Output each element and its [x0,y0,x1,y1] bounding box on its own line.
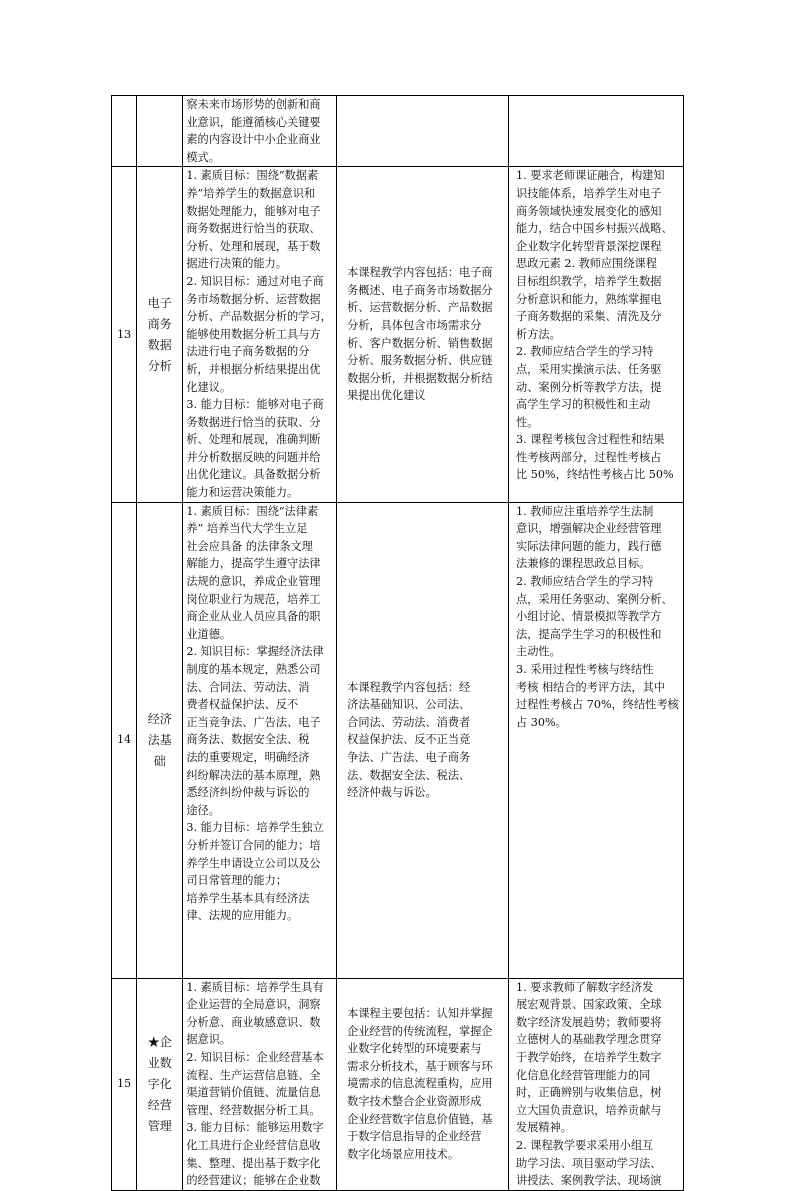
course-content-line: 权益保护法、反不正当竞 [347,733,471,747]
course-goals-line: 岗位职业行为规范，培养工 [186,592,321,606]
course-goals-line: 培养学生基本具有经济法 [186,891,310,905]
table-row [112,978,684,1190]
course-goals-line: 管理、经营数据分析工具。 [186,1103,321,1117]
teaching-requirements-line: 动、案例分析等教学方法，提 [516,380,662,394]
course-content-line: 于数字信息指导的企业经营 [347,1130,482,1144]
course-goals-line: 素的内容设计中小企业商业 [186,133,321,147]
course-goals-line: 纠纷解决法的基本原理，熟 [186,768,321,782]
course-name-line: 商务 [147,316,172,331]
course-goals-line: 渠道营销价值链、流量信息 [186,1086,321,1100]
course-goals-line: 3. 能力目标：培养学生独立 [186,821,324,835]
course-name-line: 础 [153,753,166,768]
teaching-requirements-line: 小组讨论、情景模拟等教学方 [516,610,662,624]
course-goals-line: 企业运营的全局意识，洞察 [186,998,321,1012]
course-content-line: 法、数据安全法、税法、 [347,768,471,782]
course-goals-line: 法进行电子商务数据的分 [186,345,310,359]
teaching-requirements [509,96,684,167]
teaching-requirements-line: 思政元素 2. 教师应围绕课程 [516,257,657,271]
teaching-requirements [509,502,684,978]
course-name [137,167,183,502]
course-goals-line: 化建议。 [186,380,232,394]
teaching-requirements-line: 发展精神。 [516,1121,572,1135]
course-name [137,978,183,1190]
course-goals-line: 正当竞争法、广告法、电子 [186,715,321,729]
course-goals-line: 集、整理、提出基于数字化 [186,1156,321,1170]
table-row [112,502,684,978]
course-goals-line: 法的重要规定，明确经济 [186,750,310,764]
row-number [112,96,137,167]
course-goals-line: 务市场数据分析、运营数据 [186,292,321,306]
course-goals-line: 制度的基本规定，熟悉公司 [186,663,321,676]
course-name-line: 业数 [147,1055,172,1070]
course-goals-line: 3. 能力目标：能够运用数字 [186,1121,324,1135]
course-content-line: 分析，具体包含市场需求分 [347,318,482,332]
course-goals-line: 途径。 [186,803,220,817]
course-goals-line: 商企业从业人员应具备的职 [186,610,321,624]
course-goals-line: 养” 培养当代大学生立足 [186,522,308,536]
row-number: 13 [112,167,137,502]
course-name-line: 字化 [147,1076,172,1091]
teaching-requirements-line: 企业数字化转型背景深挖课程 [516,239,662,253]
course-goals-line: 析，并根据分析结果提出优 [186,362,321,376]
course-content-line: 务概述、电子商务市场数据分 [347,283,493,297]
course-name-line: 数据 [147,337,172,352]
course-content-line: 本课程教学内容包括：电子商 [347,266,493,280]
teaching-requirements-line: 法兼修的课程思政总目标。 [516,557,651,571]
course-goals-line: 务数据进行恰当的获取、分 [186,415,321,429]
teaching-requirements-line: 实际法律问题的能力，践行德 [516,539,662,553]
course-goals-line: 并分析数据反映的问题并给 [186,450,321,464]
course-goals-line: 察未来市场形势的创新和商 [186,98,321,111]
course-content-line: 数字技术整合企业资源形成 [347,1095,482,1109]
course-goals-line: 费者权益保护法、反不 [186,698,299,712]
teaching-requirements-line: 于教学始终，在培养学生数字 [516,1051,662,1065]
course-goals-line: 的经营建议；能够在企业数 [186,1174,321,1188]
teaching-requirements-line: 化信息化经营管理能力的同 [516,1068,651,1082]
course-name-line: 电子 [147,295,172,310]
course-goals-line: 法规的意识，养成企业管理 [186,575,321,589]
teaching-requirements-line: 考核 相结合的考评方法，其中 [516,680,666,694]
table-row [112,167,684,502]
teaching-requirements-line: 主动性。 [516,645,561,659]
teaching-requirements-line: 数字经济发展趋势；教师要将 [516,1015,662,1029]
course-goals [183,96,337,167]
teaching-requirements-line: 2. 教师应结合学生的学习特 [516,345,654,359]
teaching-requirements-line: 2. 课程教学要求采用小组互 [516,1139,654,1152]
teaching-requirements-line: 1. 教师应注重培养学生法制 [516,504,654,518]
course-goals-line: 2. 知识目标：企业经营基本 [186,1051,324,1065]
teaching-requirements-line: 展宏观背景、国家政策、全球 [516,998,662,1012]
course-goals-line: 2. 知识目标：通过对电子商 [186,274,324,288]
teaching-requirements-line: 高学生学习的积极性和主动 [516,398,651,412]
course-goals-line: 律、法规的应用能力。 [186,909,299,923]
table-row [112,96,684,167]
course-content-line: 本课程教学内容包括：经 [347,680,471,694]
course-content-line: 境需求的信息流程重构，应用 [347,1077,493,1091]
teaching-requirements-line: 意识，增强解决企业经营管理 [516,522,662,536]
course-goals-line: 2. 知识目标：掌握经济法律 [186,645,324,659]
course-goals [183,502,337,978]
course-content [337,167,509,502]
teaching-requirements-line: 助学习法、项目驱动学习法、 [516,1156,662,1170]
course-goals-line: 养学生申请设立公司以及公 [186,856,321,870]
teaching-requirements-line: 讲授法、案例教学法、现场演 [516,1174,662,1188]
teaching-requirements [509,978,684,1190]
course-goals-line: 1. 素质目标：培养学生具有 [186,980,324,994]
teaching-requirements-line: 3. 课程考核包含过程性和结果 [516,433,665,447]
course-goals-line: 模式。 [186,150,220,164]
course-content-line: 业数字化转型的环境要素与 [347,1042,482,1056]
course-goals-line: 业道德。 [186,627,232,641]
course-goals-line: 能够使用数据分析工具与方 [186,327,321,341]
teaching-requirements-line: 立大国负责意识，培养贡献与 [516,1103,662,1117]
course-goals-line: 法、合同法、劳动法、消 [186,680,310,694]
teaching-requirements-line: 1. 要求老师课证融合，构建知 [516,169,665,183]
course-content-line: 经济仲裁与诉讼。 [347,786,437,800]
course-content [337,96,509,167]
course-goals-line: 商务法、数据安全法、税 [186,733,310,747]
course-goals-line: 化工具进行企业经营信息收 [186,1139,321,1152]
course-goals-line: 分析意、商业敏感意识、数 [186,1015,321,1029]
course-name-line: 经营 [147,1097,172,1112]
course-content-line: 本课程主要包括：认知并掌握 [347,1007,493,1021]
course-name [137,502,183,978]
course-goals-line: 据意识。 [186,1033,232,1047]
course-name [137,96,183,167]
course-goals-line: 析、处理和展现，准确判断 [186,433,321,447]
row-number: 15 [112,978,137,1190]
course-goals-line: 1. 素质目标：围绕“法律素 [186,504,319,518]
course-content-line: 析、客户数据分析、销售数据 [347,336,493,350]
teaching-requirements-line: 1. 要求教师了解数字经济发 [516,980,654,994]
teaching-requirements-line: 过程性考核占 70%，终结性考核 [516,698,679,712]
course-goals-line: 商务数据进行恰当的获取、 [186,222,321,236]
course-goals-line: 分析、处理和展现，基于数 [186,239,321,253]
course-content-line: 析、运营数据分析、产品数据 [347,301,493,315]
teaching-requirements-line: 目标组织教学，培养学生数据 [516,274,662,288]
course-goals-line: 社会应具备 的法律条文理 [186,539,313,553]
course-table [111,95,684,1191]
course-content-line: 果提出优化建议 [347,389,426,403]
course-content [337,978,509,1190]
course-goals-line: 数据处理能力，能够对电子 [186,204,321,218]
course-name-line: 经济 [147,711,172,726]
course-goals-line: 业意识，能遵循核心关键要 [186,115,321,129]
teaching-requirements-line: 性。 [516,415,539,429]
course-content-line: 分析、服务数据分析、供应链 [347,354,493,368]
teaching-requirements-line: 点，采用任务驱动、案例分析、 [516,592,673,606]
teaching-requirements-line: 时，正确辨别与收集信息，树 [516,1086,662,1100]
teaching-requirements-line: 点，采用实操演示法、任务驱 [516,362,662,376]
teaching-requirements [509,167,684,502]
teaching-requirements-line: 比 50%，终结性考核占比 50% [516,468,674,482]
course-content-line: 济法基础知识、公司法、 [347,698,471,712]
course-name-line: ★企 [147,1034,172,1049]
teaching-requirements-line: 析方法。 [516,327,561,341]
course-goals [183,978,337,1190]
teaching-requirements-line: 性考核两部分，过程性考核占 [516,450,662,464]
course-goals [183,167,337,502]
teaching-requirements-line: 法，提高学生学习的积极性和 [516,627,662,641]
teaching-requirements-line: 立德树人的基础教学理念贯穿 [516,1033,662,1047]
course-name-line: 法基 [147,732,172,747]
course-content-line: 企业经营数字信息价值链，基 [347,1112,493,1126]
teaching-requirements-line: 占 30%。 [516,715,567,729]
teaching-requirements-line: 分析意识和能力，熟练掌握电 [516,292,662,306]
course-goals-line: 养”培养学生的数据意识和 [186,186,316,200]
teaching-requirements-line: 能力，结合中国乡村振兴战略、 [516,222,673,236]
course-content-line: 数字化场景应用技术。 [347,1147,460,1161]
course-table-body [112,96,684,1191]
course-content-line: 需求分析技术，基于顾客与环 [347,1059,493,1073]
course-goals-line: 司日常管理的能力； [186,874,288,888]
course-name-line: 管理 [147,1118,172,1133]
teaching-requirements-line: 3. 采用过程性考核与终结性 [516,663,654,676]
course-content-line: 合同法、劳动法、消费者 [347,715,471,729]
teaching-requirements-line: 识技能体系，培养学生对电子 [516,186,662,200]
teaching-requirements-line: 商务领域快速发展变化的感知 [516,204,662,218]
course-name-line: 分析 [147,358,172,373]
course-content-line: 企业经营的传统流程，掌握企 [347,1024,493,1038]
course-content-line: 争法、广告法、电子商务 [347,750,471,764]
course-goals-line: 解能力，提高学生遵守法律 [186,557,321,571]
row-number: 14 [112,502,137,978]
course-content-line: 数据分析，并根据数据分析结 [347,371,493,385]
course-content [337,502,509,978]
course-goals-line: 分析、产品数据分析的学习， [186,310,332,324]
course-goals-line: 悉经济纠纷仲裁与诉讼的 [186,786,310,800]
teaching-requirements-line: 2. 教师应结合学生的学习特 [516,575,654,589]
course-goals-line: 分析并签订合同的能力；培 [186,838,321,852]
course-goals-line: 据进行决策的能力。 [186,257,288,271]
course-goals-line: 3. 能力目标：能够对电子商 [186,398,324,412]
course-goals-line: 流程、生产运营信息链、全 [186,1068,321,1082]
course-goals-line: 1. 素质目标：围绕“数据素 [186,169,319,183]
course-goals-line: 出优化建议。具备数据分析 [186,468,321,482]
course-goals-line: 能力和运营决策能力。 [186,486,299,500]
teaching-requirements-line: 子商务数据的采集、清洗及分 [516,310,662,324]
